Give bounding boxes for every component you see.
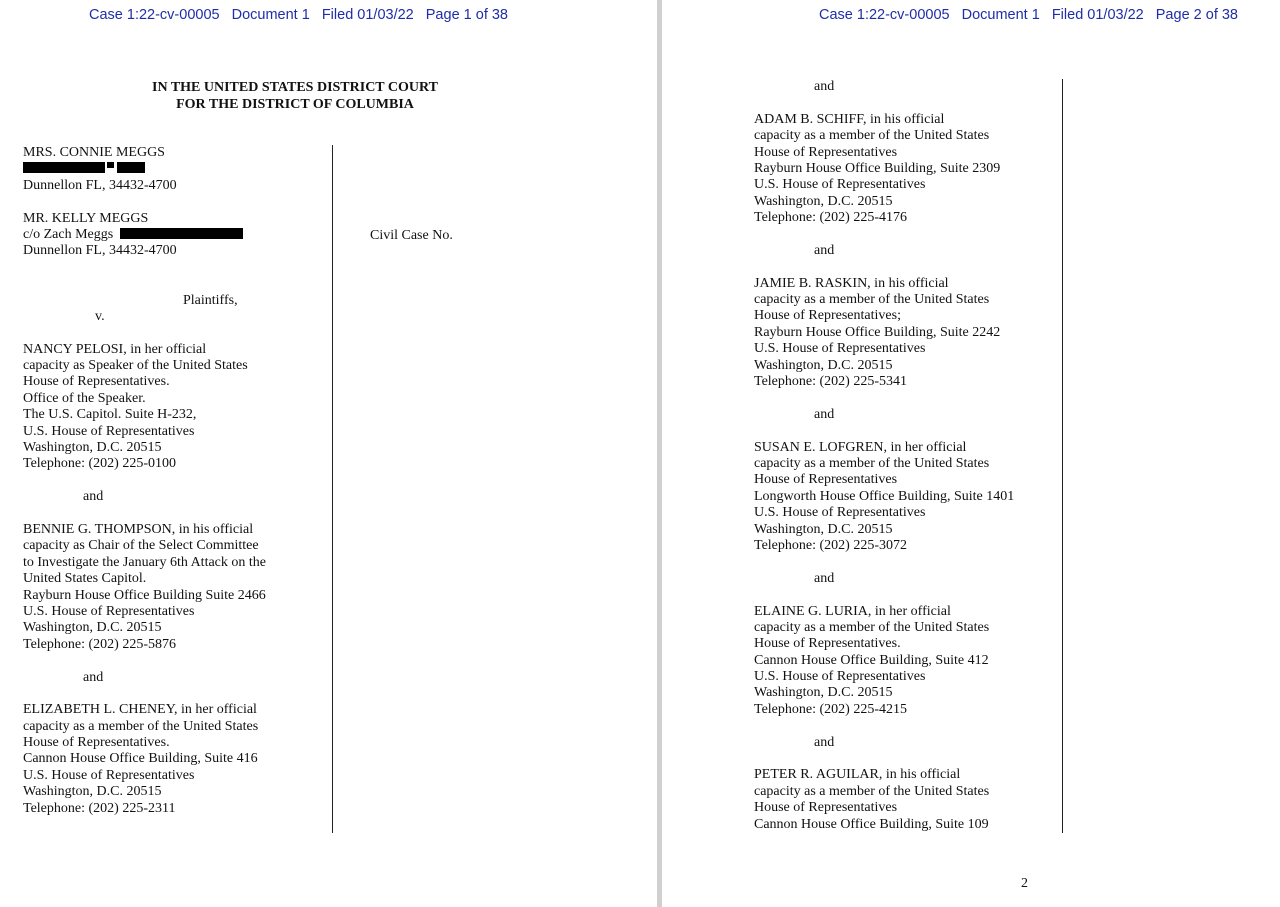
plaintiff-name: MR. KELLY MEGGS [23, 210, 149, 226]
and-separator: and [814, 406, 835, 422]
party-line: Cannon House Office Building, Suite 416 [23, 751, 258, 767]
redaction-block [23, 162, 105, 173]
party-line: capacity as a member of the United States [754, 128, 990, 144]
defendant-block-pelosi [23, 342, 323, 473]
document-number: Document 1 [231, 7, 310, 23]
party-line: JAMIE B. RASKIN, in his official [754, 275, 949, 291]
court-title [0, 79, 590, 113]
defendant-block-thompson [23, 522, 323, 653]
party-line: capacity as a member of the United States [754, 455, 990, 471]
party-line: to Investigate the January 6th Attack on the [23, 554, 266, 570]
case-number: Case 1:22-cv-00005 [89, 7, 220, 23]
party-line: Rayburn House Office Building, Suite 2309 [754, 160, 1001, 176]
party-line: NANCY PELOSI, in her official [23, 341, 207, 357]
party-line: capacity as a member of the United States [754, 619, 990, 635]
plaintiff-name: MRS. CONNIE MEGGS [23, 145, 165, 160]
party-line: Washington, D.C. 20515 [23, 440, 162, 456]
party-line: Washington, D.C. 20515 [754, 193, 893, 209]
party-line: SUSAN E. LOFGREN, in her official [754, 439, 967, 455]
party-line: Washington, D.C. 20515 [754, 521, 893, 537]
defendant-block-luria [754, 604, 1054, 719]
party-line: Telephone: (202) 225-5876 [23, 636, 176, 652]
redaction-block [120, 228, 243, 239]
party-line: ELIZABETH L. CHENEY, in her official [23, 702, 257, 718]
party-line: Telephone: (202) 225-4176 [754, 210, 907, 226]
redaction-block [107, 162, 114, 168]
party-line: House of Representatives; [754, 308, 901, 324]
and-separator: and [814, 570, 835, 586]
redacted-address [23, 161, 323, 177]
party-line: Washington, D.C. 20515 [754, 685, 893, 701]
party-line: BENNIE G. THOMPSON, in his official [23, 521, 254, 537]
caption-parties [754, 79, 1054, 833]
party-line: Longworth House Office Building, Suite 1401 [754, 488, 1015, 504]
document-page-2 [662, 0, 1280, 907]
party-line: Rayburn House Office Building Suite 2466 [23, 587, 266, 603]
party-line: Telephone: (202) 225-0100 [23, 456, 176, 472]
party-line: Telephone: (202) 225-5341 [754, 374, 907, 390]
party-line: ADAM B. SCHIFF, in his official [754, 111, 945, 127]
page-header [89, 7, 516, 23]
defendant-block-schiff [754, 112, 1054, 227]
party-line: U.S. House of Representatives [754, 341, 926, 357]
versus-label: v. [95, 308, 105, 324]
party-line: Telephone: (202) 225-4215 [754, 701, 907, 717]
party-line: capacity as a member of the United States [754, 783, 990, 799]
document-number: Document 1 [961, 7, 1040, 23]
caption-divider [1062, 79, 1063, 833]
party-line: Telephone: (202) 225-3072 [754, 537, 907, 553]
defendant-block-aguilar [754, 767, 1054, 833]
party-line: U.S. House of Representatives [23, 767, 195, 783]
and-separator: and [814, 242, 835, 258]
and-separator: and [83, 489, 104, 505]
party-line: House of Representatives. [23, 374, 170, 390]
plaintiff-city: Dunnellon FL, 34432-4700 [23, 177, 177, 193]
party-line: Cannon House Office Building, Suite 109 [754, 816, 989, 832]
defendant-block-lofgren [754, 440, 1054, 555]
party-line: U.S. House of Representatives [754, 669, 926, 685]
party-line: Telephone: (202) 225-2311 [23, 800, 176, 816]
party-line: capacity as Chair of the Select Committee [23, 538, 259, 554]
party-line: capacity as Speaker of the United States [23, 358, 248, 374]
page-header [819, 7, 1246, 23]
party-line: Cannon House Office Building, Suite 412 [754, 652, 989, 668]
and-separator: and [814, 79, 835, 94]
party-line: capacity as a member of the United States [754, 292, 990, 308]
party-line: U.S. House of Representatives [23, 603, 195, 619]
party-line: House of Representatives. [754, 636, 901, 652]
care-of-text: c/o Zach Meggs [23, 226, 114, 242]
filed-date: Filed 01/03/22 [321, 7, 414, 23]
and-separator: and [814, 734, 835, 750]
party-line: Rayburn House Office Building, Suite 2242 [754, 324, 1001, 340]
party-line: The U.S. Capitol. Suite H-232, [23, 407, 197, 423]
party-line: ELAINE G. LURIA, in her official [754, 603, 951, 619]
page-indicator: Page 2 of 38 [1155, 7, 1239, 23]
party-line: House of Representatives [754, 144, 898, 160]
party-line: PETER R. AGUILAR, in his official [754, 767, 961, 783]
caption-parties [23, 145, 323, 817]
filed-date: Filed 01/03/22 [1051, 7, 1144, 23]
defendant-block-raskin [754, 276, 1054, 391]
caption-divider [332, 145, 333, 833]
court-title-line: FOR THE DISTRICT OF COLUMBIA [176, 97, 414, 112]
civil-case-label: Civil Case No. [370, 228, 453, 243]
plaintiffs-label: Plaintiffs, [183, 292, 238, 308]
court-title-line: IN THE UNITED STATES DISTRICT COURT [152, 80, 438, 95]
plaintiff-care-of [23, 227, 323, 243]
party-line: Office of the Speaker. [23, 390, 146, 406]
party-line: U.S. House of Representatives [754, 505, 926, 521]
redaction-block [117, 162, 145, 173]
party-line: United States Capitol. [23, 571, 147, 587]
defendant-block-cheney [23, 702, 323, 817]
case-number: Case 1:22-cv-00005 [819, 7, 950, 23]
page-number: 2 [1021, 876, 1028, 891]
party-line: House of Representatives [754, 472, 898, 488]
and-separator: and [83, 669, 104, 685]
party-line: capacity as a member of the United States [23, 718, 259, 734]
party-line: U.S. House of Representatives [754, 177, 926, 193]
page-indicator: Page 1 of 38 [425, 7, 509, 23]
party-line: Washington, D.C. 20515 [754, 357, 893, 373]
plaintiff-city: Dunnellon FL, 34432-4700 [23, 243, 177, 259]
party-line: House of Representatives [754, 800, 898, 816]
party-line: Washington, D.C. 20515 [23, 784, 162, 800]
party-line: U.S. House of Representatives [23, 423, 195, 439]
party-line: House of Representatives. [23, 735, 170, 751]
party-line: Washington, D.C. 20515 [23, 620, 162, 636]
